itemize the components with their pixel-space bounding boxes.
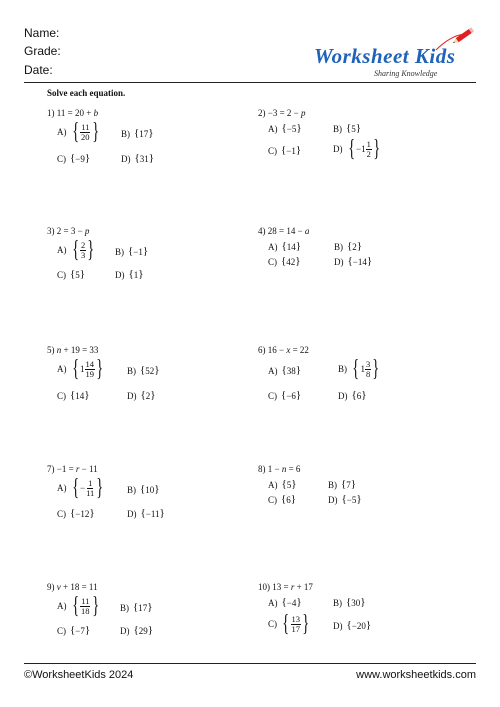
left-brace: { bbox=[346, 596, 352, 608]
option-letter: D) bbox=[334, 256, 344, 267]
left-brace: { bbox=[281, 596, 287, 608]
answer-set bbox=[134, 625, 154, 636]
option-d[interactable] bbox=[121, 153, 154, 164]
left-brace: { bbox=[281, 240, 287, 252]
option-letter: D) bbox=[120, 625, 130, 636]
option-a[interactable] bbox=[57, 120, 100, 144]
worksheet-kids-logo bbox=[312, 44, 478, 84]
option-c[interactable] bbox=[268, 390, 301, 401]
answer-set bbox=[342, 494, 362, 505]
answer-set bbox=[70, 625, 90, 636]
answer-value: −9 bbox=[75, 153, 85, 164]
option-c[interactable] bbox=[57, 153, 90, 164]
answer-set bbox=[282, 597, 302, 608]
answer-set bbox=[129, 269, 144, 280]
option-d[interactable] bbox=[120, 625, 153, 636]
mixed-number bbox=[361, 360, 372, 379]
answer-value: 5 bbox=[286, 479, 292, 490]
option-letter: A) bbox=[268, 479, 278, 490]
right-brace: } bbox=[147, 601, 153, 613]
left-brace: { bbox=[71, 119, 79, 145]
option-d[interactable] bbox=[333, 620, 371, 631]
left-brace: { bbox=[281, 493, 287, 505]
denominator: 2 bbox=[366, 148, 371, 159]
denominator: 18 bbox=[81, 605, 90, 616]
option-letter: C) bbox=[57, 269, 66, 280]
fraction bbox=[365, 360, 371, 379]
grade-label: Grade: bbox=[24, 44, 61, 58]
right-brace: } bbox=[290, 493, 297, 505]
right-brace: } bbox=[154, 364, 160, 376]
right-brace: } bbox=[372, 356, 380, 382]
option-letter: B) bbox=[334, 241, 343, 252]
denominator: 17 bbox=[291, 623, 301, 634]
answer-set bbox=[71, 594, 101, 618]
right-brace: } bbox=[150, 389, 156, 401]
left-brace: { bbox=[140, 483, 146, 495]
option-b[interactable] bbox=[127, 484, 160, 495]
left-brace: { bbox=[71, 356, 79, 382]
left-brace: { bbox=[351, 389, 357, 401]
option-letter: B) bbox=[328, 479, 337, 490]
left-brace: { bbox=[281, 364, 287, 376]
answer-value: 2 bbox=[352, 241, 357, 252]
right-brace: } bbox=[91, 593, 99, 619]
answer-value: 30 bbox=[351, 597, 361, 608]
answer-value: −4 bbox=[286, 597, 297, 608]
right-brace: } bbox=[365, 619, 372, 631]
answer-set bbox=[281, 612, 311, 636]
answer-value: −6 bbox=[286, 390, 296, 401]
right-brace: } bbox=[84, 624, 91, 636]
option-c[interactable] bbox=[57, 269, 85, 280]
option-letter: C) bbox=[57, 508, 66, 519]
mixed-number bbox=[80, 123, 91, 142]
answer-set bbox=[140, 484, 160, 495]
answer-set bbox=[282, 123, 302, 134]
right-brace: } bbox=[295, 364, 302, 376]
denominator: 8 bbox=[366, 368, 371, 379]
problem-equation: 6) 16 − x = 22 bbox=[258, 345, 309, 355]
answer-value: 29 bbox=[138, 625, 148, 636]
option-letter: C) bbox=[268, 256, 277, 267]
numerator: 2 bbox=[81, 239, 86, 250]
option-letter: A) bbox=[268, 365, 278, 376]
left-brace: { bbox=[347, 240, 353, 252]
answer-set bbox=[341, 479, 356, 490]
left-brace: { bbox=[281, 478, 287, 490]
option-a[interactable] bbox=[268, 241, 301, 252]
option-letter: B) bbox=[120, 602, 129, 613]
left-brace: { bbox=[346, 122, 352, 134]
left-brace: { bbox=[70, 507, 76, 519]
answer-set bbox=[352, 390, 367, 401]
left-brace: { bbox=[281, 122, 287, 134]
answer-set bbox=[281, 390, 301, 401]
numerator: 13 bbox=[291, 613, 301, 624]
mixed-number: − 1 $\frac{1}{2}$ bbox=[356, 138, 371, 159]
right-brace: } bbox=[84, 389, 90, 401]
right-brace: } bbox=[295, 144, 302, 156]
problem-equation: 1) 11 = 20 + b bbox=[47, 108, 99, 118]
left-brace: { bbox=[128, 245, 134, 257]
answer-value: −5 bbox=[286, 123, 297, 134]
right-brace: } bbox=[154, 483, 160, 495]
option-d[interactable] bbox=[328, 494, 362, 505]
right-brace: } bbox=[291, 478, 297, 490]
right-brace: } bbox=[296, 122, 302, 134]
fraction bbox=[80, 597, 91, 616]
option-letter: C) bbox=[57, 153, 66, 164]
option-b[interactable] bbox=[333, 123, 361, 134]
left-brace: { bbox=[282, 611, 290, 637]
answer-value: −5 bbox=[346, 494, 357, 505]
option-b[interactable] bbox=[334, 241, 362, 252]
whole-part: 1 bbox=[360, 364, 366, 374]
answer-set bbox=[351, 357, 381, 381]
answer-set bbox=[346, 597, 366, 608]
option-b[interactable] bbox=[333, 597, 366, 608]
option-letter: C) bbox=[57, 390, 66, 401]
answer-value: 6 bbox=[286, 494, 291, 505]
answer-value: −1 bbox=[133, 246, 143, 257]
mixed-number bbox=[291, 615, 302, 634]
option-b[interactable] bbox=[338, 357, 381, 381]
right-brace: } bbox=[350, 478, 357, 490]
right-brace: } bbox=[148, 152, 155, 164]
option-c[interactable] bbox=[268, 256, 301, 267]
left-brace: { bbox=[352, 356, 360, 382]
option-c[interactable] bbox=[57, 625, 90, 636]
answer-set bbox=[347, 241, 362, 252]
answer-value: −7 bbox=[75, 625, 85, 636]
right-brace: } bbox=[138, 268, 144, 280]
instructions: Solve each equation. bbox=[47, 88, 126, 98]
left-brace: { bbox=[281, 144, 287, 156]
right-brace: } bbox=[84, 152, 91, 164]
mixed-number bbox=[80, 241, 86, 260]
answer-set bbox=[281, 256, 301, 267]
right-brace: } bbox=[366, 255, 373, 267]
answer-set bbox=[282, 365, 302, 376]
option-c[interactable] bbox=[57, 390, 90, 401]
answer-set bbox=[71, 357, 105, 381]
denominator: 19 bbox=[85, 368, 95, 379]
logo-tagline: Sharing Knowledge bbox=[374, 69, 438, 78]
left-brace: { bbox=[128, 268, 134, 280]
denominator: 20 bbox=[81, 131, 90, 142]
option-a[interactable] bbox=[57, 476, 105, 500]
logo-wordmark: Worksheet Kids bbox=[314, 44, 456, 68]
answer-set bbox=[135, 153, 155, 164]
right-brace: } bbox=[355, 122, 362, 134]
option-c[interactable] bbox=[57, 508, 95, 519]
problem-equation: 10) 13 = r + 17 bbox=[258, 582, 313, 592]
right-brace: } bbox=[360, 596, 366, 608]
answer-set bbox=[70, 390, 90, 401]
left-brace: { bbox=[140, 507, 146, 519]
right-brace: } bbox=[373, 136, 381, 162]
answer-set bbox=[347, 137, 382, 161]
option-c[interactable] bbox=[268, 494, 296, 505]
answer-value: −14 bbox=[352, 256, 367, 267]
option-a[interactable] bbox=[57, 594, 100, 618]
option-b[interactable] bbox=[121, 128, 154, 139]
option-a[interactable] bbox=[268, 597, 302, 608]
option-letter: A) bbox=[57, 601, 67, 611]
answer-set bbox=[70, 153, 90, 164]
right-brace: } bbox=[96, 356, 104, 382]
numerator: 1 bbox=[366, 138, 371, 149]
left-brace: { bbox=[70, 389, 76, 401]
problem-equation: 4) 28 = 14 − a bbox=[258, 226, 310, 236]
numerator: 1 bbox=[88, 477, 93, 488]
left-brace: { bbox=[71, 593, 79, 619]
answer-set bbox=[141, 508, 165, 519]
right-brace: } bbox=[87, 237, 95, 263]
option-a[interactable] bbox=[268, 479, 297, 490]
right-brace: } bbox=[91, 119, 99, 145]
answer-value: 14 bbox=[75, 390, 85, 401]
answer-value: 31 bbox=[139, 153, 149, 164]
fraction bbox=[291, 615, 302, 634]
answer-value: 42 bbox=[286, 256, 296, 267]
problem-equation: 9) v + 18 = 11 bbox=[47, 582, 98, 592]
left-brace: { bbox=[70, 268, 76, 280]
problem-equation: 2) −3 = 2 − p bbox=[258, 108, 306, 118]
left-brace: { bbox=[133, 601, 139, 613]
website-url: www.worksheetkids.com bbox=[356, 669, 476, 681]
option-letter: A) bbox=[57, 127, 67, 137]
answer-set bbox=[71, 120, 101, 144]
left-brace: { bbox=[70, 624, 76, 636]
answer-set bbox=[133, 602, 153, 613]
answer-value: −1 bbox=[286, 145, 296, 156]
fraction bbox=[85, 479, 95, 498]
option-letter: C) bbox=[268, 494, 277, 505]
option-letter: D) bbox=[127, 508, 137, 519]
date-label: Date: bbox=[24, 63, 53, 77]
answer-set bbox=[346, 123, 361, 134]
answer-value: 14 bbox=[286, 241, 296, 252]
option-a[interactable] bbox=[268, 365, 301, 376]
answer-value: 2 bbox=[145, 390, 151, 401]
header-rule bbox=[24, 82, 476, 83]
answer-value: 6 bbox=[356, 390, 362, 401]
answer-value: 38 bbox=[286, 365, 296, 376]
option-d[interactable] bbox=[334, 256, 372, 267]
left-brace: { bbox=[71, 475, 79, 501]
denominator: 3 bbox=[81, 249, 86, 260]
option-letter: B) bbox=[333, 123, 342, 134]
whole-part: 1 bbox=[80, 364, 85, 374]
left-brace: { bbox=[341, 493, 347, 505]
option-letter: C) bbox=[268, 390, 277, 401]
right-brace: } bbox=[356, 493, 362, 505]
right-brace: } bbox=[96, 475, 104, 501]
option-letter: B) bbox=[121, 128, 130, 139]
option-letter: A) bbox=[57, 483, 67, 493]
right-brace: } bbox=[89, 507, 95, 519]
option-letter: B) bbox=[115, 246, 124, 257]
answer-value: −12 bbox=[75, 508, 90, 519]
option-letter: D) bbox=[328, 494, 338, 505]
option-letter: A) bbox=[57, 245, 67, 255]
answer-set bbox=[347, 620, 372, 631]
mixed-number bbox=[80, 597, 91, 616]
option-letter: A) bbox=[268, 123, 278, 134]
answer-set bbox=[348, 256, 373, 267]
option-b[interactable] bbox=[127, 365, 160, 376]
right-brace: } bbox=[159, 507, 165, 519]
option-letter: A) bbox=[268, 597, 278, 608]
option-letter: B) bbox=[333, 597, 342, 608]
answer-set bbox=[282, 241, 302, 252]
left-brace: { bbox=[134, 127, 140, 139]
right-brace: } bbox=[356, 240, 363, 252]
left-brace: { bbox=[140, 364, 146, 376]
answer-value: 17 bbox=[138, 602, 148, 613]
answer-value: 7 bbox=[346, 479, 351, 490]
problem-equation: 5) n + 19 = 33 bbox=[47, 345, 99, 355]
option-letter: B) bbox=[338, 364, 347, 374]
option-letter: D) bbox=[115, 269, 125, 280]
right-brace: } bbox=[295, 389, 302, 401]
option-letter: D) bbox=[333, 144, 343, 154]
left-brace: { bbox=[140, 389, 146, 401]
option-a[interactable] bbox=[57, 357, 105, 381]
right-brace: } bbox=[142, 245, 149, 257]
option-b[interactable] bbox=[115, 246, 148, 257]
right-brace: } bbox=[302, 611, 310, 637]
name-label: Name: bbox=[24, 26, 60, 40]
option-letter: C) bbox=[57, 625, 66, 636]
problem-equation: 8) 1 − n = 6 bbox=[258, 464, 301, 474]
fraction bbox=[366, 140, 372, 159]
answer-set bbox=[282, 479, 297, 490]
option-d[interactable] bbox=[127, 390, 156, 401]
footer-rule bbox=[24, 663, 476, 664]
option-b[interactable] bbox=[120, 602, 153, 613]
option-letter: B) bbox=[127, 484, 136, 495]
left-brace: { bbox=[341, 478, 347, 490]
answer-set bbox=[140, 365, 160, 376]
answer-set bbox=[70, 508, 95, 519]
mixed-number: − $\frac{1}{11}$ bbox=[80, 477, 95, 498]
right-brace: } bbox=[361, 389, 367, 401]
left-brace: { bbox=[71, 237, 79, 263]
left-brace: { bbox=[133, 624, 139, 636]
fraction bbox=[80, 241, 86, 260]
right-brace: } bbox=[296, 596, 302, 608]
option-d[interactable] bbox=[127, 508, 165, 519]
left-brace: { bbox=[281, 255, 287, 267]
answer-set bbox=[128, 246, 148, 257]
numerator: 14 bbox=[85, 358, 95, 369]
left-brace: { bbox=[134, 152, 140, 164]
option-a[interactable] bbox=[268, 123, 302, 134]
answer-value: 52 bbox=[145, 365, 155, 376]
option-letter: A) bbox=[57, 364, 67, 374]
option-letter: D) bbox=[338, 390, 348, 401]
answer-set bbox=[134, 128, 154, 139]
copyright-text: ©WorksheetKids 2024 bbox=[24, 669, 134, 681]
option-letter: C) bbox=[268, 619, 277, 629]
answer-value: 17 bbox=[139, 128, 149, 139]
right-brace: } bbox=[147, 624, 154, 636]
answer-value: 10 bbox=[145, 484, 155, 495]
option-letter: D) bbox=[333, 620, 343, 631]
option-c[interactable] bbox=[268, 145, 301, 156]
answer-set bbox=[281, 494, 296, 505]
numerator: 3 bbox=[366, 358, 371, 369]
answer-set bbox=[141, 390, 156, 401]
problem-equation: 7) −1 = r − 11 bbox=[47, 464, 98, 474]
option-letter: D) bbox=[127, 390, 137, 401]
answer-value: 1 bbox=[133, 269, 139, 280]
left-brace: { bbox=[70, 152, 76, 164]
right-brace: } bbox=[295, 255, 301, 267]
answer-value: −11 bbox=[145, 508, 160, 519]
answer-value: 5 bbox=[351, 123, 356, 134]
right-brace: } bbox=[148, 127, 154, 139]
option-letter: A) bbox=[268, 241, 278, 252]
left-brace: { bbox=[346, 619, 352, 631]
right-brace: } bbox=[79, 268, 86, 280]
option-d[interactable] bbox=[115, 269, 144, 280]
numerator: 11 bbox=[81, 121, 90, 132]
problem-equation: 3) 2 = 3 − p bbox=[47, 226, 90, 236]
answer-set bbox=[70, 269, 85, 280]
numerator: 11 bbox=[81, 595, 90, 606]
option-d[interactable] bbox=[338, 390, 367, 401]
whole-part: 1 bbox=[361, 144, 366, 154]
answer-set bbox=[281, 145, 301, 156]
left-brace: { bbox=[281, 389, 287, 401]
option-d[interactable] bbox=[333, 137, 381, 161]
option-letter: B) bbox=[127, 365, 136, 376]
left-brace: { bbox=[347, 255, 353, 267]
mixed-number bbox=[80, 360, 95, 379]
option-c[interactable] bbox=[268, 612, 311, 636]
option-b[interactable] bbox=[328, 479, 356, 490]
denominator: 11 bbox=[86, 487, 95, 498]
answer-value: −20 bbox=[351, 620, 366, 631]
fraction bbox=[80, 123, 91, 142]
answer-set bbox=[71, 238, 96, 262]
answer-value: 5 bbox=[75, 269, 80, 280]
option-letter: C) bbox=[268, 145, 277, 156]
left-brace: { bbox=[347, 136, 355, 162]
answer-set bbox=[71, 476, 105, 500]
right-brace: } bbox=[295, 240, 302, 252]
option-a[interactable] bbox=[57, 238, 96, 262]
option-letter: D) bbox=[121, 153, 131, 164]
fraction bbox=[85, 360, 96, 379]
